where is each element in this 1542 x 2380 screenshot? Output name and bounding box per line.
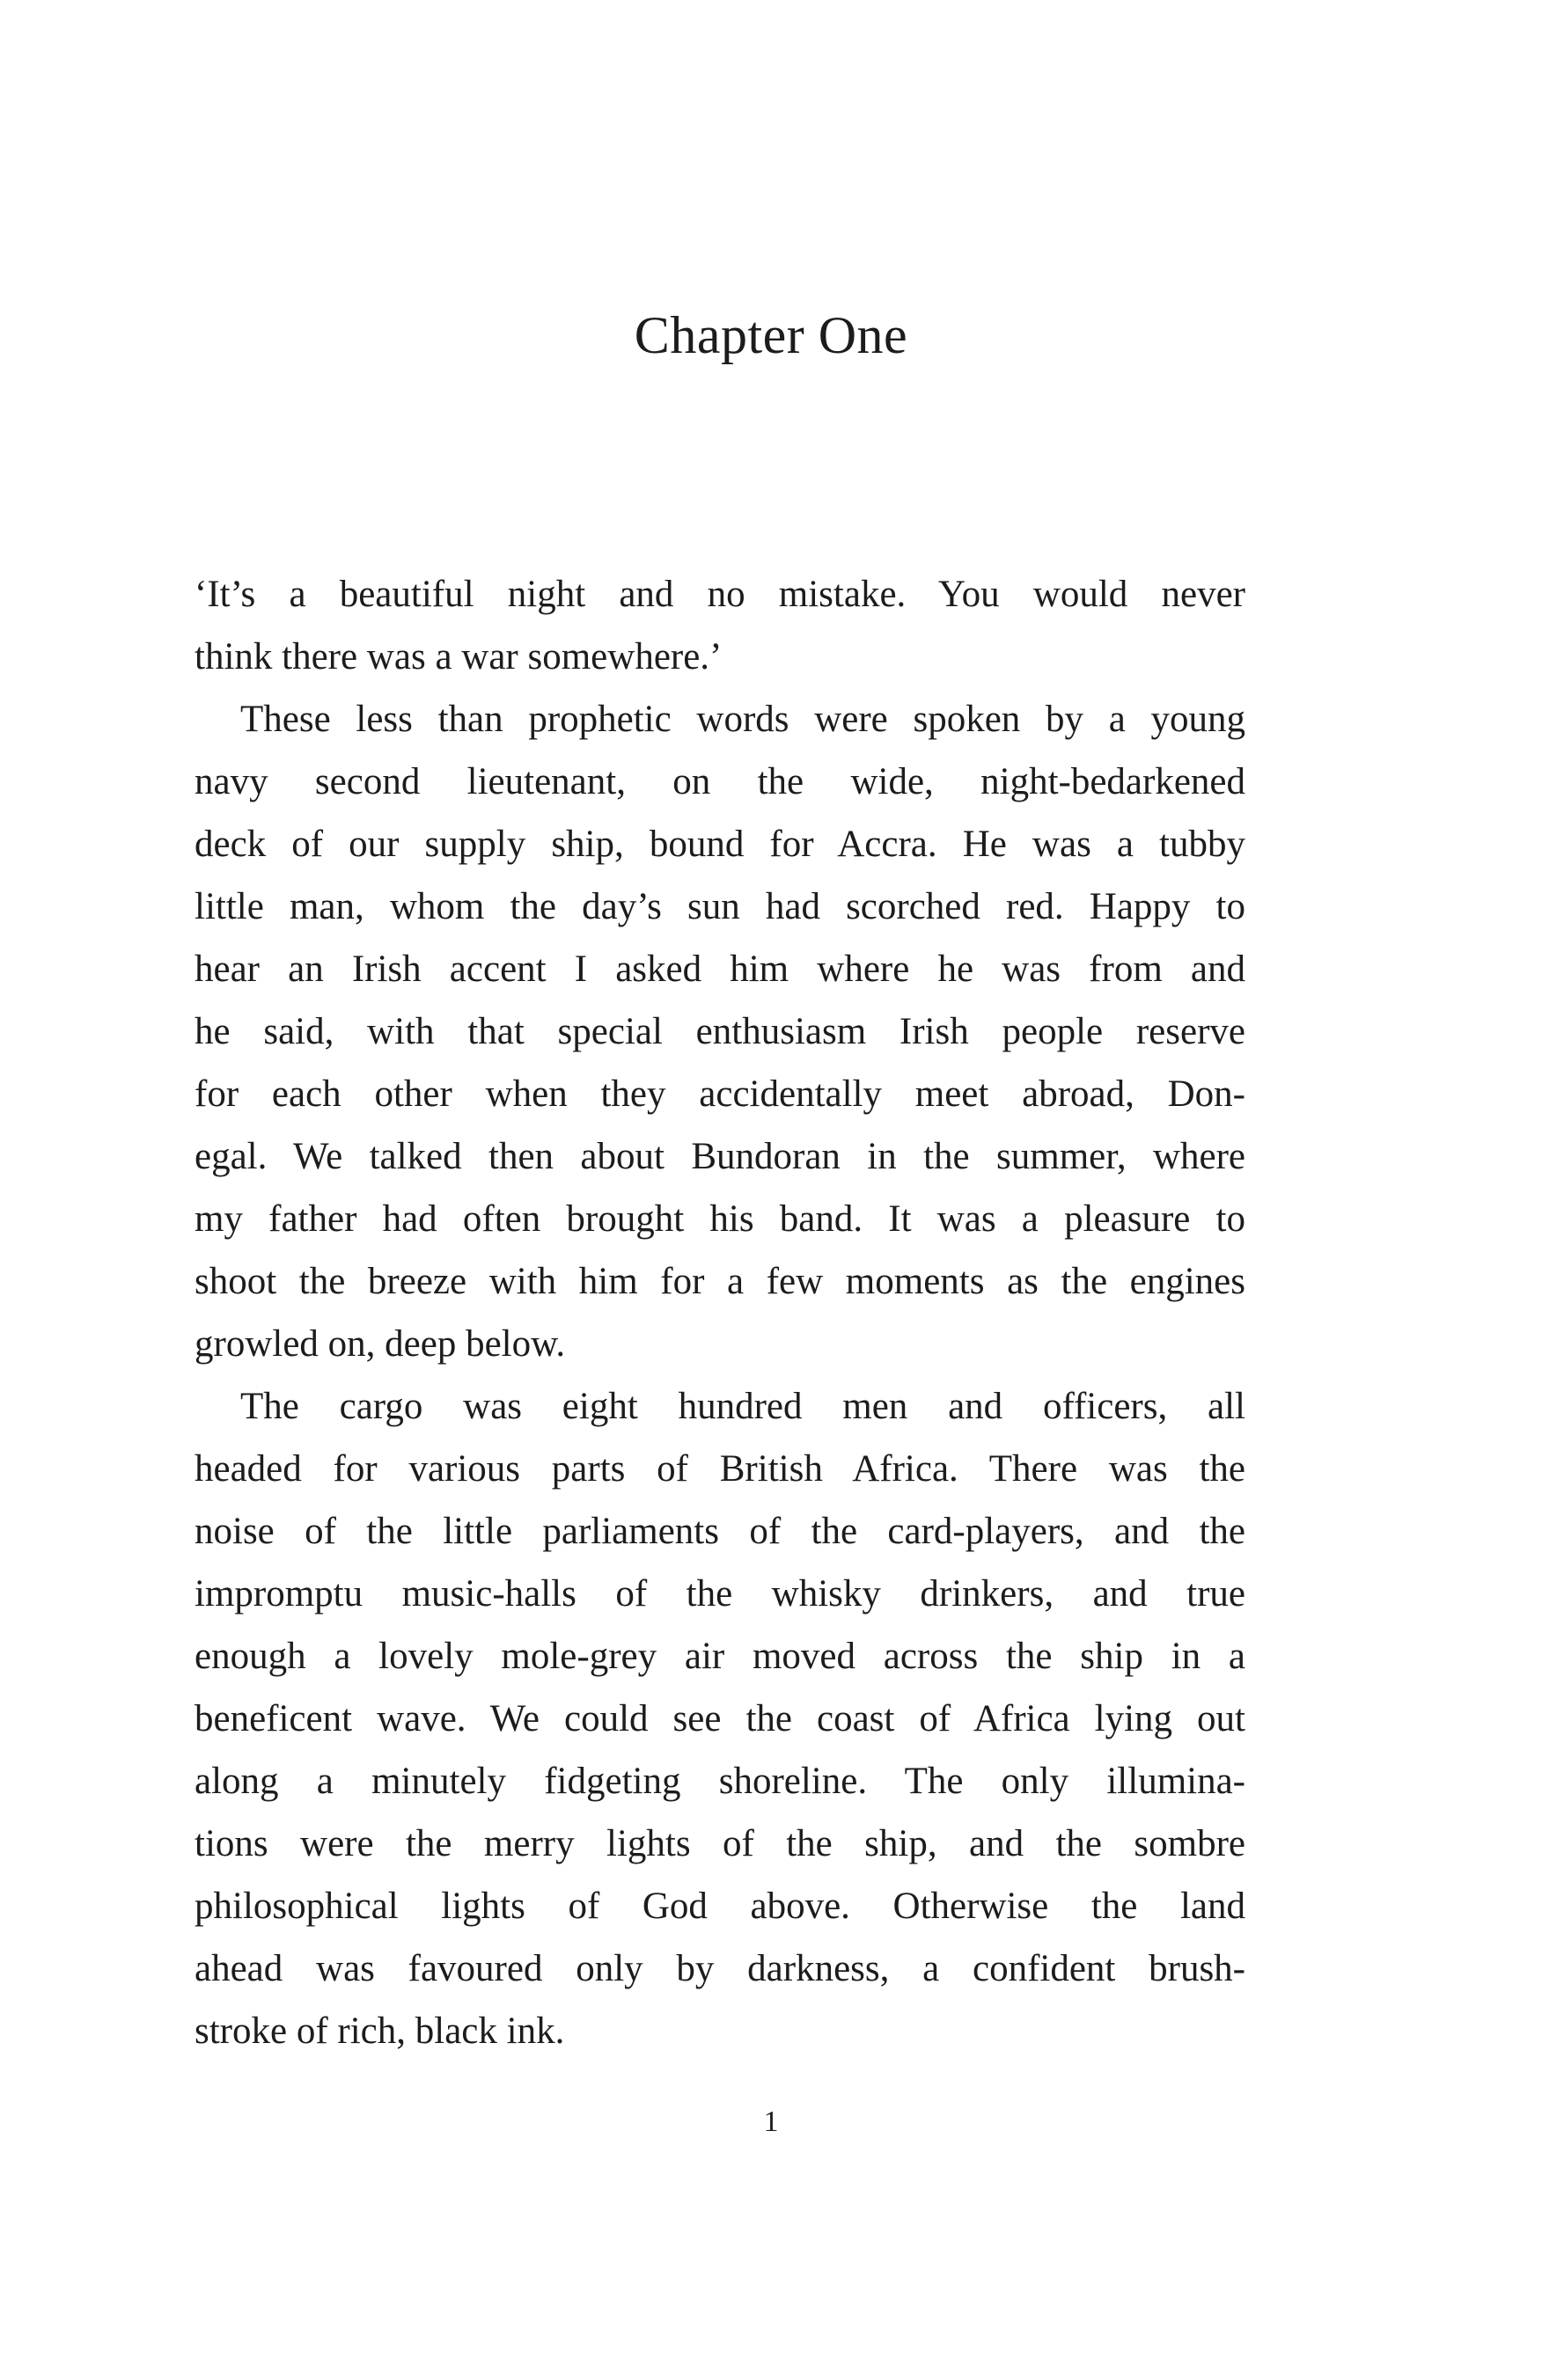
text-line: headed for various parts of British Africa. There was the bbox=[195, 1448, 1245, 1490]
text-line: tions were the merry lights of the ship, and the sombre bbox=[195, 1823, 1245, 1864]
text-line: stroke of rich, black ink. bbox=[195, 2010, 565, 2052]
body-text bbox=[195, 563, 1245, 2062]
page-number: 1 bbox=[763, 2105, 779, 2138]
text-line: egal. We talked then about Bundoran in the summer, where bbox=[195, 1136, 1245, 1177]
text-line: noise of the little parliaments of the card-players, and the bbox=[195, 1511, 1245, 1552]
text-line: The cargo was eight hundred men and officers, all bbox=[240, 1386, 1245, 1427]
text-line: growled on, deep below. bbox=[195, 1323, 566, 1365]
text-line: These less than prophetic words were spoken by a young bbox=[240, 699, 1245, 740]
text-line: navy second lieutenant, on the wide, night-bedarkened bbox=[195, 761, 1245, 802]
text-line: think there was a war somewhere.’ bbox=[195, 636, 723, 677]
text-line: enough a lovely mole-grey air moved across the ship in a bbox=[195, 1636, 1245, 1677]
text-line: shoot the breeze with him for a few moments as the engines bbox=[195, 1261, 1245, 1302]
text-line: beneficent wave. We could see the coast of Africa lying out bbox=[195, 1698, 1245, 1739]
chapter-title: Chapter One bbox=[634, 306, 908, 364]
text-line: little man, whom the day’s sun had scorched red. Happy to bbox=[195, 886, 1245, 927]
text-line: he said, with that special enthusiasm Irish people reserve bbox=[195, 1011, 1245, 1052]
text-line: impromptu music-halls of the whisky drinkers, and true bbox=[195, 1573, 1245, 1615]
text-line: deck of our supply ship, bound for Accra. He was a tubby bbox=[195, 824, 1245, 865]
text-line: my father had often brought his band. It was a pleasure to bbox=[195, 1198, 1245, 1240]
text-line: philosophical lights of God above. Otherwise the land bbox=[195, 1886, 1245, 1927]
paragraph bbox=[195, 563, 1245, 688]
text-line: ‘It’s a beautiful night and no mistake. You would never bbox=[195, 574, 1245, 615]
paragraph bbox=[195, 688, 1245, 1375]
text-line: ahead was favoured only by darkness, a confident brush- bbox=[195, 1948, 1245, 1989]
paragraph bbox=[195, 1375, 1245, 2062]
text-line: for each other when they accidentally meet abroad, Don- bbox=[195, 1073, 1245, 1115]
text-line: hear an Irish accent I asked him where he was from and bbox=[195, 948, 1245, 990]
text-line: along a minutely fidgeting shoreline. The only illumina- bbox=[195, 1761, 1245, 1802]
